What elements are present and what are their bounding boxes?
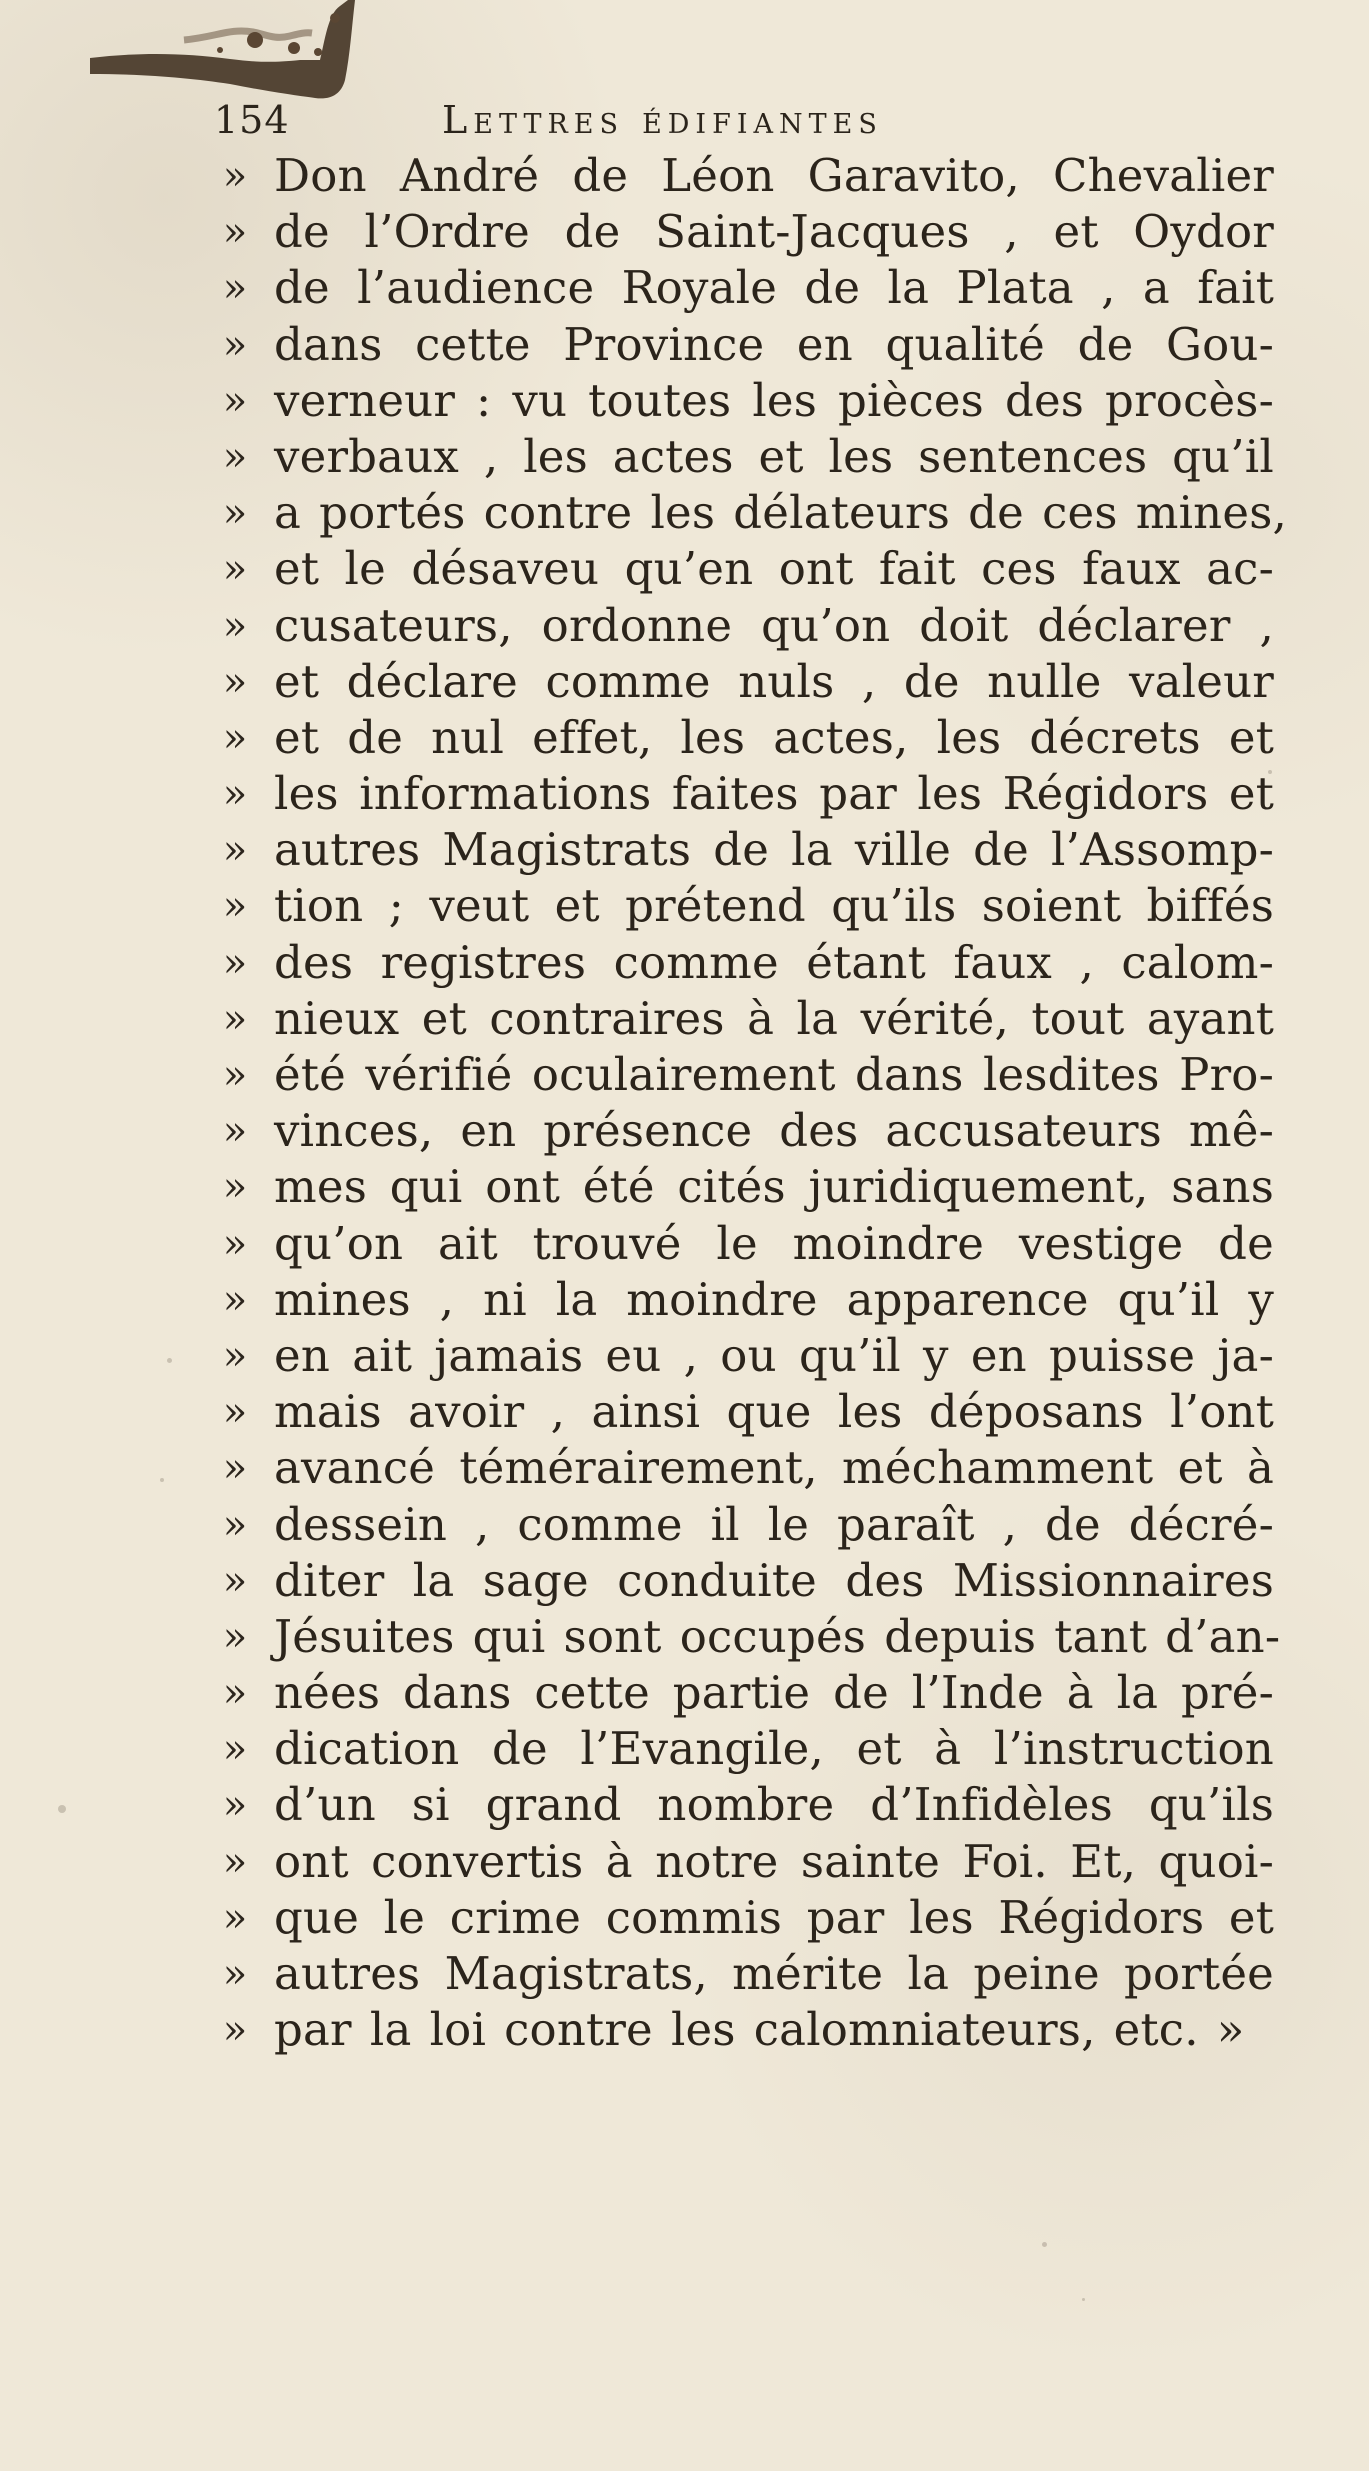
quote-mark: » — [222, 1445, 248, 1492]
text-line — [214, 1328, 1274, 1384]
quote-mark: » — [222, 546, 248, 593]
quote-mark: » — [222, 1052, 248, 1098]
page-number: 154 — [214, 98, 290, 142]
quote-mark: » — [222, 1220, 248, 1267]
quote-mark: » — [222, 1951, 248, 1997]
line-text: dans cette Province en qualité de Gou- — [274, 317, 1274, 371]
line-text: Don André de Léon Garavito, Chevalier — [274, 149, 1274, 202]
paper-speck — [1042, 2242, 1047, 2247]
text-line — [214, 1103, 1274, 1159]
quote-mark: » — [222, 1726, 248, 1773]
line-text: dessein , comme il le paraît , de décré- — [274, 1497, 1274, 1551]
line-text: que le crime commis par les Régidors et — [274, 1890, 1274, 1944]
text-line — [214, 148, 1274, 204]
line-text: en ait jamais eu , ou qu’il y en puisse ja- — [274, 1328, 1274, 1382]
line-text: vinces, en présence des accusateurs mê- — [274, 1104, 1274, 1158]
quote-mark: » — [222, 714, 248, 761]
text-line — [214, 1553, 1274, 1609]
paper-speck — [1082, 2298, 1085, 2301]
quote-mark: » — [222, 1782, 248, 1829]
quote-mark: » — [222, 1108, 248, 1155]
line-text: des registres comme étant faux , calom- — [274, 935, 1274, 989]
text-line — [214, 1890, 1274, 1946]
line-text: mais avoir , ainsi que les déposans l’ont — [274, 1385, 1274, 1439]
text-line — [214, 1721, 1274, 1777]
quote-mark: » — [222, 209, 248, 256]
quote-mark: » — [222, 658, 248, 705]
text-line — [214, 541, 1274, 597]
quote-mark: » — [222, 321, 248, 368]
text-line — [214, 317, 1274, 373]
line-text: par la loi contre les calomniateurs, etc. » — [274, 2003, 1245, 2057]
line-text: autres Magistrats de la ville de l’Assomp- — [274, 823, 1274, 877]
paper-speck — [1268, 770, 1272, 774]
running-title: Lettres édifiantes — [442, 98, 883, 142]
quote-mark: » — [222, 1501, 248, 1548]
paper-speck — [160, 1478, 164, 1482]
text-line — [214, 822, 1274, 878]
text-line — [214, 260, 1274, 316]
text-line — [214, 2002, 1264, 2058]
quote-mark: » — [222, 1389, 248, 1436]
line-text: diter la sage conduite des Missionnaires — [274, 1553, 1274, 1607]
line-text: les informations faites par les Régidors et — [274, 767, 1274, 821]
line-text: et de nul effet, les actes, les décrets et — [274, 710, 1274, 764]
quote-mark: » — [222, 939, 248, 986]
line-text: et le désaveu qu’en ont fait ces faux ac- — [274, 542, 1274, 596]
line-text: de l’audience Royale de la Plata , a fait — [274, 261, 1274, 315]
quote-mark: » — [222, 1670, 248, 1717]
quote-mark: » — [222, 1613, 248, 1660]
text-line — [214, 878, 1274, 934]
text-line — [214, 1834, 1274, 1890]
quote-mark: » — [222, 883, 248, 930]
line-text: Jésuites qui sont occupés depuis tant d’an- — [274, 1609, 1281, 1663]
text-line — [214, 1609, 1281, 1665]
quote-mark: » — [222, 2007, 248, 2054]
line-text: mines , ni la moindre apparence qu’il y — [274, 1272, 1274, 1326]
text-line — [214, 1216, 1274, 1272]
quote-mark: » — [222, 827, 248, 874]
text-line — [214, 710, 1274, 766]
text-line — [214, 1946, 1274, 2002]
line-text: verbaux , les actes et les sentences qu’il — [274, 429, 1274, 483]
quote-mark: » — [222, 377, 248, 424]
quote-mark: » — [222, 602, 248, 649]
quote-mark: » — [222, 265, 248, 312]
quote-mark: » — [222, 433, 248, 480]
text-line — [214, 373, 1274, 429]
paper-speck — [58, 1805, 66, 1813]
paper-speck — [167, 1358, 172, 1363]
line-text: verneur : vu toutes les pièces des procès- — [274, 373, 1274, 427]
line-text: de l’Ordre de Saint-Jacques , et Oydor — [274, 205, 1274, 259]
text-line — [214, 654, 1274, 710]
line-text: qu’on ait trouvé le moindre vestige de — [274, 1216, 1274, 1270]
text-line — [214, 1665, 1274, 1721]
line-text: été vérifié oculairement dans lesdites Pro- — [274, 1048, 1274, 1101]
line-text: nées dans cette partie de l’Inde à la pré- — [274, 1666, 1274, 1720]
line-text: cusateurs, ordonne qu’on doit déclarer , — [274, 598, 1274, 652]
line-text: a portés contre les délateurs de ces mines, — [274, 486, 1287, 540]
text-line — [214, 485, 1287, 541]
line-text: et déclare comme nuls , de nulle valeur — [274, 654, 1274, 708]
line-text: tion ; veut et prétend qu’ils soient biffés — [274, 879, 1274, 933]
quote-mark: » — [222, 1332, 248, 1379]
quote-mark: » — [222, 995, 248, 1042]
text-line — [214, 598, 1274, 654]
document-body — [214, 148, 1287, 2058]
text-line — [214, 766, 1274, 822]
text-line — [214, 991, 1274, 1047]
text-line — [214, 204, 1274, 260]
text-line — [214, 1047, 1274, 1103]
line-text: ont convertis à notre sainte Foi. Et, quoi- — [274, 1834, 1274, 1888]
quote-mark: » — [222, 1894, 248, 1941]
text-line — [214, 429, 1274, 485]
line-text: avancé témérairement, méchamment et à — [274, 1441, 1274, 1495]
quote-mark: » — [222, 153, 248, 199]
quote-mark: » — [222, 1557, 248, 1604]
line-text: d’un si grand nombre d’Infidèles qu’ils — [274, 1778, 1274, 1832]
text-line — [214, 1777, 1274, 1833]
quote-mark: » — [222, 1164, 248, 1211]
quote-mark: » — [222, 1276, 248, 1323]
quote-mark: » — [222, 490, 248, 537]
text-line — [214, 1159, 1274, 1215]
text-line — [214, 1272, 1274, 1328]
line-text: nieux et contraires à la vérité, tout ayant — [274, 991, 1274, 1045]
line-text: dication de l’Evangile, et à l’instruction — [274, 1722, 1274, 1776]
ink-stain — [90, 0, 580, 105]
text-line — [214, 1497, 1274, 1553]
line-text: autres Magistrats, mérite la peine portée — [274, 1947, 1274, 2000]
text-line — [214, 1440, 1274, 1496]
text-line — [214, 935, 1274, 991]
quote-mark: » — [222, 1838, 248, 1885]
text-line — [214, 1384, 1274, 1440]
quote-mark: » — [222, 771, 248, 818]
line-text: mes qui ont été cités juridiquement, sans — [274, 1160, 1274, 1214]
